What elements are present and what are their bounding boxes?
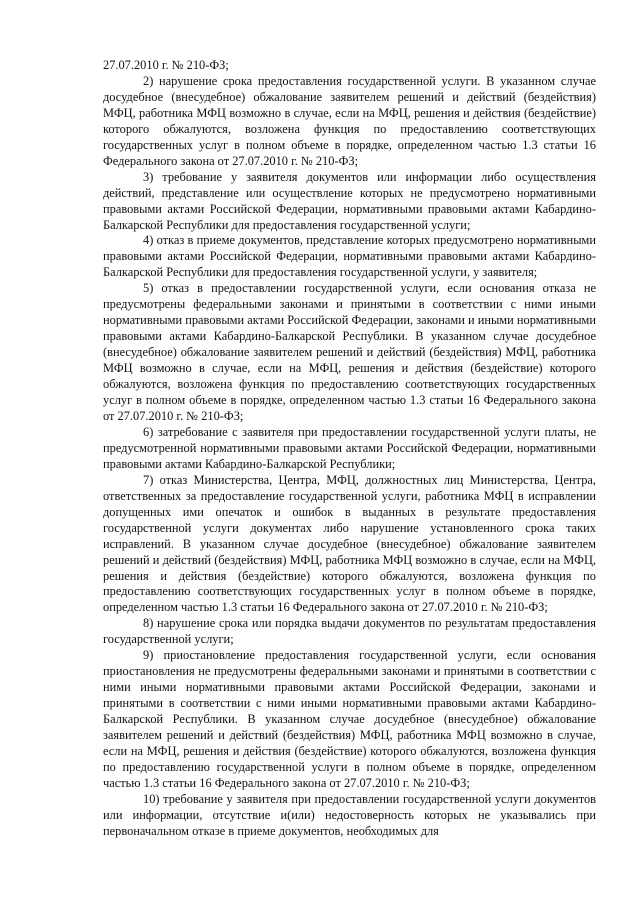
paragraph-item-2: 2) нарушение срока предоставления государственной услуги. В указанном случае досудебное (внесудебное) обжалование заявителем решений и действий (бездействия) МФЦ, работника МФЦ возможно в случае, если на МФЦ, решения и действия (бездействие) которого обжалуются, возложена функция по предоставлению соответствующих государственных услуг в полном объеме в порядке, определенном частью 1.3 статьи 16 Федерального закона от 27.07.2010 г. № 210-ФЗ; [103, 73, 596, 168]
paragraph-item-5: 5) отказ в предоставлении государственной услуги, если основания отказа не предусмотрены федеральными законами и принятыми в соответствии с ними иными нормативными правовыми актами Российской Федерации, законами и иными нормативными правовыми актами Кабардино-Балкарской Республики. В указанном случае досудебное (внесудебное) обжалование заявителем решений и действий (бездействия) МФЦ, работника МФЦ возможно в случае, если на МФЦ, решения и действия (бездействие) которого обжалуются, возложена функция по предоставлению соответствующих государственных услуг в полном объеме в порядке, определенном частью 1.3 статьи 16 Федерального закона от 27.07.2010 г. № 210-ФЗ; [103, 281, 596, 423]
paragraph-item-8: 8) нарушение срока или порядка выдачи документов по результатам предоставления государственной услуги; [103, 616, 596, 647]
paragraph-item-4: 4) отказ в приеме документов, представление которых предусмотрено нормативными правовыми актами Российской Федерации, нормативными правовыми актами Кабардино-Балкарской Республики для предоставления государственной услуги, у заявителя; [103, 233, 596, 280]
paragraph-item-3: 3) требование у заявителя документов или информации либо осуществления действий, представление или осуществление которых не предусмотрено нормативными правовыми актами Российской Федерации, нормативными правовыми актами Кабардино-Балкарской Республики для предоставления государственной услуги; [103, 169, 596, 232]
paragraph-item-10: 10) требование у заявителя при предоставлении государственной услуги документов или информации, отсутствие и(или) недостоверность которых не указывались при первоначальном отказе в приеме документов, необходимых для [103, 791, 596, 838]
continuation-line: 27.07.2010 г. № 210-ФЗ; [103, 58, 229, 72]
paragraph-item-7: 7) отказ Министерства, Центра, МФЦ, должностных лиц Министерства, Центра, ответственных за предоставление государственной услуги, работника МФЦ в исправлении допущенных ими опечаток и ошибок в выданных в результате предоставления государственной услуги документах либо нарушение установленного срока таких исправлений. В указанном случае досудебное (внесудебное) обжалование заявителем решений и действий (бездействия) МФЦ, работника МФЦ возможно в случае, если на МФЦ, решения и действия (бездействие) которого обжалуются, возложена функция по предоставлению соответствующих государственных услуг в полном объеме в порядке, определенном частью 1.3 статьи 16 Федерального закона от 27.07.2010 г. № 210-ФЗ; [103, 472, 596, 615]
paragraph-item-9: 9) приостановление предоставления государственной услуги, если основания приостановления не предусмотрены федеральными законами и принятыми в соответствии с ними иными нормативными правовыми актами Российской Федерации, законами и принятыми в соответствии с ними иными нормативными правовыми актами Кабардино-Балкарской Республики. В указанном случае досудебное (внесудебное) обжалование заявителем решений и действий (бездействия) МФЦ, работника МФЦ возможно в случае, если на МФЦ, решения и действия (бездействие) которого обжалуются, возложена функция по предоставлению государственной услуги в полном объеме в порядке, определенном частью 1.3 статьи 16 Федерального закона от 27.07.2010 г. № 210-ФЗ; [103, 648, 596, 790]
paragraph-item-6: 6) затребование с заявителя при предоставлении государственной услуги платы, не предусмотренной нормативными правовыми актами Российской Федерации, нормативными правовыми актами Кабардино-Балкарской Республики; [103, 424, 596, 471]
document-body [103, 58, 596, 840]
